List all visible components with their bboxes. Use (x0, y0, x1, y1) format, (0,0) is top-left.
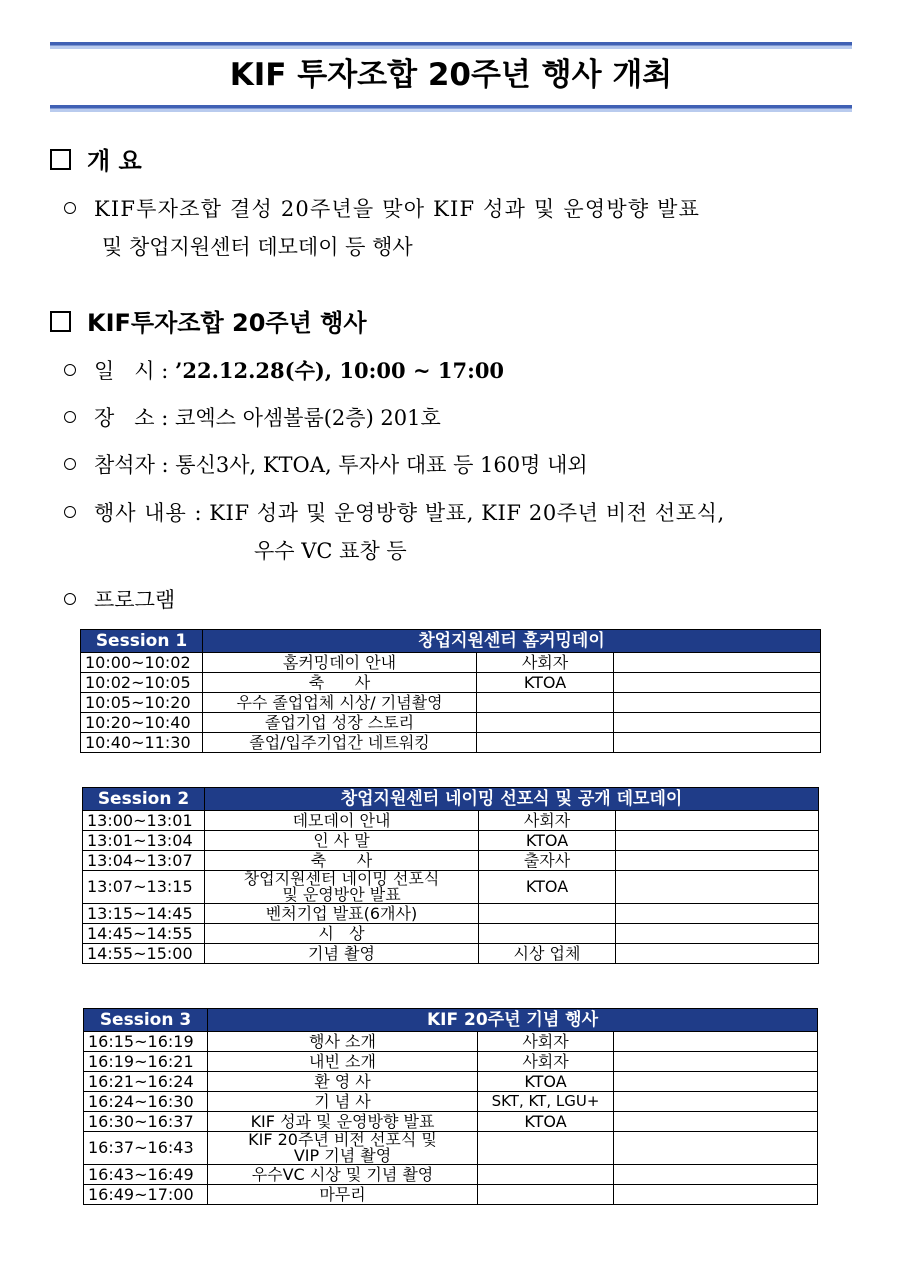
time-cell: 16:49~17:00 (84, 1185, 208, 1205)
circle-bullet-icon (64, 458, 76, 470)
presenter-cell: 사회자 (479, 811, 616, 831)
table-row (83, 871, 819, 904)
place-bullet (64, 399, 441, 437)
table-row (81, 673, 821, 693)
content-value-line1: KIF 성과 및 운영방향 발표, KIF 20주년 비전 선포식, (209, 501, 725, 525)
note-cell (616, 831, 819, 851)
activity-cell: 내빈 소개 (208, 1052, 478, 1072)
activity-line-1: 창업지원센터 네이밍 선포식 (243, 869, 440, 888)
note-cell (616, 904, 819, 924)
session-header (81, 630, 821, 653)
table-row (84, 1052, 818, 1072)
time-cell: 16:21~16:24 (84, 1072, 208, 1092)
document-title: KIF 투자조합 20주년 행사 개최 (229, 57, 673, 93)
activity-cell: 환 영 사 (208, 1072, 478, 1092)
table-row (83, 904, 819, 924)
activity-cell: 기 념 사 (208, 1092, 478, 1112)
time-cell: 13:07~13:15 (83, 871, 205, 904)
note-cell (616, 871, 819, 904)
event-heading (50, 308, 367, 338)
presenter-cell (478, 1185, 614, 1205)
table-row (83, 924, 819, 944)
table-row (83, 851, 819, 871)
table-row (84, 1132, 818, 1165)
attendees-label: 참석자 : (94, 453, 169, 477)
place-label: 장 소 : (94, 406, 169, 430)
time-cell: 14:55~15:00 (83, 944, 205, 964)
title-bottom-rule (50, 105, 852, 112)
presenter-cell: 출자사 (479, 851, 616, 871)
time-cell: 16:43~16:49 (84, 1165, 208, 1185)
session-title: 창업지원센터 홈커밍데이 (203, 630, 821, 653)
title-top-rule (50, 42, 852, 49)
activity-cell: 인 사 말 (205, 831, 479, 851)
table-row (84, 1072, 818, 1092)
activity-cell: 축 사 (203, 673, 477, 693)
note-cell (614, 693, 821, 713)
time-cell: 13:15~14:45 (83, 904, 205, 924)
activity-cell: 기념 촬영 (205, 944, 479, 964)
activity-cell: 우수 졸업업체 시상/ 기념촬영 (203, 693, 477, 713)
session-name: Session 1 (81, 630, 203, 653)
note-cell (614, 673, 821, 693)
time-cell: 10:40~11:30 (81, 733, 203, 753)
attendees-bullet (64, 446, 588, 484)
session-title: KIF 20주년 기념 행사 (208, 1009, 818, 1032)
note-cell (616, 944, 819, 964)
content-value-line2: 우수 VC 표창 등 (254, 539, 407, 563)
session-1-table (80, 629, 821, 753)
time-cell: 10:00~10:02 (81, 653, 203, 673)
content-label: 행사 내용 : (94, 501, 203, 525)
circle-bullet-icon (64, 593, 76, 605)
presenter-cell: KTOA (479, 831, 616, 851)
activity-cell: 행사 소개 (208, 1032, 478, 1052)
table-row (81, 693, 821, 713)
presenter-cell (477, 733, 614, 753)
activity-cell: 데모데이 안내 (205, 811, 479, 831)
note-cell (614, 1072, 818, 1092)
note-cell (614, 1092, 818, 1112)
table-row (83, 831, 819, 851)
time-cell: 13:00~13:01 (83, 811, 205, 831)
overview-heading-text: 개 요 (87, 147, 142, 175)
time-cell: 13:01~13:04 (83, 831, 205, 851)
activity-cell: 마무리 (208, 1185, 478, 1205)
note-cell (614, 1032, 818, 1052)
presenter-cell (477, 693, 614, 713)
activity-cell (205, 871, 479, 904)
activity-line-2: VIP 기념 촬영 (293, 1146, 392, 1165)
note-cell (616, 924, 819, 944)
table-row (84, 1032, 818, 1052)
date-bullet (64, 352, 504, 390)
session-title: 창업지원센터 네이밍 선포식 및 공개 데모데이 (205, 788, 819, 811)
session-name: Session 2 (83, 788, 205, 811)
checkbox-square-icon (50, 149, 71, 170)
event-heading-text: KIF투자조합 20주년 행사 (87, 309, 367, 337)
presenter-cell: KTOA (478, 1072, 614, 1092)
circle-bullet-icon (64, 411, 76, 423)
presenter-cell (478, 1132, 614, 1165)
presenter-cell: KTOA (477, 673, 614, 693)
presenter-cell: 사회자 (477, 653, 614, 673)
note-cell (614, 653, 821, 673)
content-bullet (64, 494, 725, 570)
time-cell: 16:15~16:19 (84, 1032, 208, 1052)
session-header (84, 1009, 818, 1032)
program-bullet (64, 581, 175, 619)
program-label: 프로그램 (94, 588, 176, 612)
table-row (81, 713, 821, 733)
checkbox-square-icon (50, 311, 71, 332)
activity-cell: 졸업기업 성장 스토리 (203, 713, 477, 733)
presenter-cell: KTOA (478, 1112, 614, 1132)
activity-cell: 시 상 (205, 924, 479, 944)
presenter-cell: KTOA (479, 871, 616, 904)
circle-bullet-icon (64, 202, 76, 214)
attendees-value: 통신3사, KTOA, 투자사 대표 등 160명 내외 (175, 453, 588, 477)
session-3-table (83, 1008, 818, 1205)
presenter-cell: 시상 업체 (479, 944, 616, 964)
note-cell (614, 1112, 818, 1132)
presenter-cell: 사회자 (478, 1052, 614, 1072)
session-name: Session 3 (84, 1009, 208, 1032)
activity-line-2: 및 운영방안 발표 (282, 885, 401, 904)
time-cell: 10:05~10:20 (81, 693, 203, 713)
note-cell (614, 1132, 818, 1165)
note-cell (614, 713, 821, 733)
table-row (84, 1112, 818, 1132)
time-cell: 14:45~14:55 (83, 924, 205, 944)
table-row (84, 1185, 818, 1205)
place-value: 코엑스 아셈볼룸(2층) 201호 (175, 406, 441, 430)
session-header (83, 788, 819, 811)
activity-cell: 벤처기업 발표(6개사) (205, 904, 479, 924)
overview-heading (50, 146, 142, 176)
time-cell: 13:04~13:07 (83, 851, 205, 871)
table-row (83, 944, 819, 964)
time-cell: 10:02~10:05 (81, 673, 203, 693)
table-row (84, 1165, 818, 1185)
time-cell: 10:20~10:40 (81, 713, 203, 733)
presenter-cell: 사회자 (478, 1032, 614, 1052)
time-cell: 16:37~16:43 (84, 1132, 208, 1165)
presenter-cell (478, 1165, 614, 1185)
activity-cell: 축 사 (205, 851, 479, 871)
presenter-cell (479, 904, 616, 924)
note-cell (614, 1165, 818, 1185)
presenter-cell: SKT, KT, LGU+ (478, 1092, 614, 1112)
table-row (84, 1092, 818, 1112)
time-cell: 16:24~16:30 (84, 1092, 208, 1112)
note-cell (614, 1052, 818, 1072)
circle-bullet-icon (64, 506, 76, 518)
overview-text-line2: 및 창업지원센터 데모데이 등 행사 (102, 235, 413, 259)
activity-cell: 홈커밍데이 안내 (203, 653, 477, 673)
activity-line-1: KIF 20주년 비전 선포식 및 (248, 1130, 437, 1149)
circle-bullet-icon (64, 364, 76, 376)
activity-cell (208, 1132, 478, 1165)
time-cell: 16:19~16:21 (84, 1052, 208, 1072)
activity-cell: 우수VC 시상 및 기념 촬영 (208, 1165, 478, 1185)
note-cell (616, 851, 819, 871)
activity-cell: KIF 성과 및 운영방향 발표 (208, 1112, 478, 1132)
title-banner (50, 42, 852, 112)
table-row (83, 811, 819, 831)
date-value: ’22.12.28(수), 10:00 ~ 17:00 (175, 358, 505, 383)
table-row (81, 653, 821, 673)
table-row (81, 733, 821, 753)
note-cell (614, 1185, 818, 1205)
activity-cell: 졸업/입주기업간 네트워킹 (203, 733, 477, 753)
time-cell: 16:30~16:37 (84, 1112, 208, 1132)
presenter-cell (479, 924, 616, 944)
session-2-table (82, 787, 819, 964)
note-cell (614, 733, 821, 753)
overview-bullet (64, 190, 854, 266)
date-label: 일 시 : (94, 359, 169, 383)
presenter-cell (477, 713, 614, 733)
note-cell (616, 811, 819, 831)
overview-text-line1: KIF투자조합 결성 20주년을 맞아 KIF 성과 및 운영방향 발표 (94, 197, 701, 221)
